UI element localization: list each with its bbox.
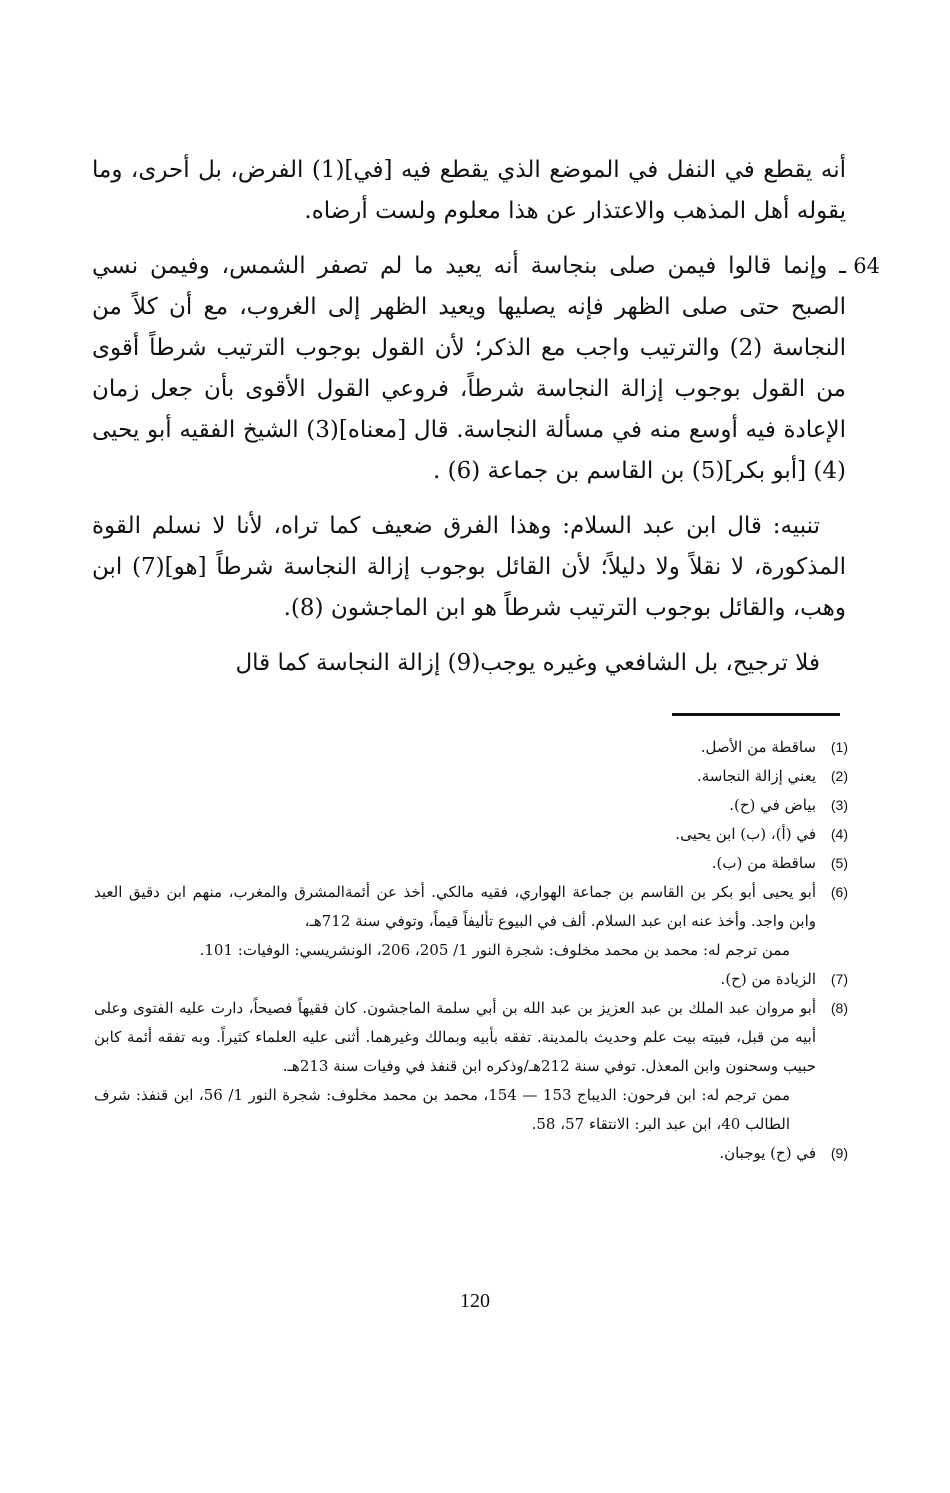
footnote-9: [94, 1139, 848, 1168]
footnote-text: أبو مروان عبد الملك بن عبد العزيز بن عبد الله بن أبي سلمة الماجشون. كان فقيهاً فصيحاً، دارت عليه الفتوى وعلى أبيه من قبل، فبيته بيت علم وحديث بالمدينة. تفقه بأبيه وبمالك وغيرهما. أثنى عليه العلماء كثيراً. وبه تفقه أئمة كابن حبيب وسحنون وابن المعذل. توفي سنة 212هـ/وذكره ابن قنفذ في وفيات سنة 213هـ.: [94, 999, 816, 1075]
footnote-5: [94, 849, 848, 878]
footnote-text: الزيادة من (ح).: [720, 970, 816, 988]
paragraph-1: أنه يقطع في النفل في الموضع الذي يقطع فيه [في](1) الفرض، بل أحرى، وما يقوله أهل المذهب والاعتذار عن هذا معلوم ولست أرضاه.: [92, 157, 846, 224]
paragraph-64: [92, 246, 880, 492]
main-text: [92, 150, 880, 698]
paragraph-64-text: ـ وإنما قالوا فيمن صلى بنجاسة أنه يعيد ما لم تصفر الشمس، وفيمن نسي الصبح حتى صلى الظهر فإنه يصليها ويعيد الظهر إلى الغروب، مع أن كلاً من النجاسة (2) والترتيب واجب مع الذكر؛ لأن القول بوجوب الترتيب شرطاً أقوى من القول بوجوب إزالة النجاسة شرطاً، فروعي القول الأقوى بأن جعل زمان الإعادة فيه أوسع منه في مسألة النجاسة. قال [معناه](3) الشيخ الفقيه أبو يحيى (4) [أبو بكر](5) بن القاسم بن جماعة (6) .: [92, 253, 846, 484]
footnote-8: [94, 994, 848, 1139]
footnote-number: (2): [830, 768, 848, 784]
footnote-number: (6): [830, 884, 848, 900]
footnote-number: (5): [830, 855, 848, 871]
footnote-7: [94, 965, 848, 994]
footnote-number: (9): [830, 1145, 848, 1161]
paragraph-tarjih: فلا ترجيح، بل الشافعي وغيره يوجب(9) إزالة النجاسة كما قال: [235, 650, 820, 676]
footnote-3: [94, 791, 848, 820]
footnote-text: بياض في (ح).: [729, 796, 816, 814]
paragraph-number: 64: [853, 254, 880, 278]
footnote-1: [94, 733, 848, 762]
footnote-text: في (أ)، (ب) ابن يحيى.: [675, 825, 816, 843]
footnote-number: (3): [830, 797, 848, 813]
footnote-text: ساقطة من الأصل.: [700, 738, 816, 756]
footnote-number: (1): [830, 739, 848, 755]
footnote-sources: ممن ترجم له: محمد بن محمد مخلوف: شجرة النور 1/ 205، 206، الونشريسي: الوفيات: 101.: [199, 941, 790, 959]
footnote-6: [94, 878, 848, 965]
page-number: 120: [460, 1290, 490, 1312]
footnote-number: (4): [830, 826, 848, 842]
footnote-number: (8): [830, 1000, 848, 1016]
footnote-text: ساقطة من (ب).: [711, 854, 816, 872]
footnote-text: في (ح) يوجبان.: [719, 1144, 816, 1162]
footnote-separator: [672, 713, 840, 716]
footnote-text: أبو يحيى أبو بكر بن القاسم بن جماعة الهواري، فقيه مالكي. أخذ عن أئمةالمشرق والمغرب، منهم ابن دقيق العيد وابن واجد. وأخذ عنه ابن عبد السلام. ألف في البيوع تأليفاً قيماً، وتوفي سنة 712هـ،: [94, 883, 816, 930]
footnote-sources: ممن ترجم له: ابن فرحون: الديباج 153 — 154، محمد بن محمد مخلوف: شجرة النور 1/ 56، ابن قنفذ: شرف الطالب 40، ابن عبد البر: الانتقاء 57، 58.: [94, 1086, 790, 1133]
paragraph-tanbih: تنبيه: قال ابن عبد السلام: وهذا الفرق ضعيف كما تراه، لأنا لا نسلم القوة المذكورة، لا نقلاً ولا دليلاً؛ لأن القائل بوجوب إزالة النجاسة شرطاً [هو](7) ابن وهب، والقائل بوجوب الترتيب شرطاً هو ابن الماجشون (8).: [92, 513, 846, 621]
footnotes: [94, 733, 848, 1168]
footnote-2: [94, 762, 848, 791]
footnote-text: يعني إزالة النجاسة.: [696, 767, 816, 785]
footnote-4: [94, 820, 848, 849]
footnote-number: (7): [830, 971, 848, 987]
